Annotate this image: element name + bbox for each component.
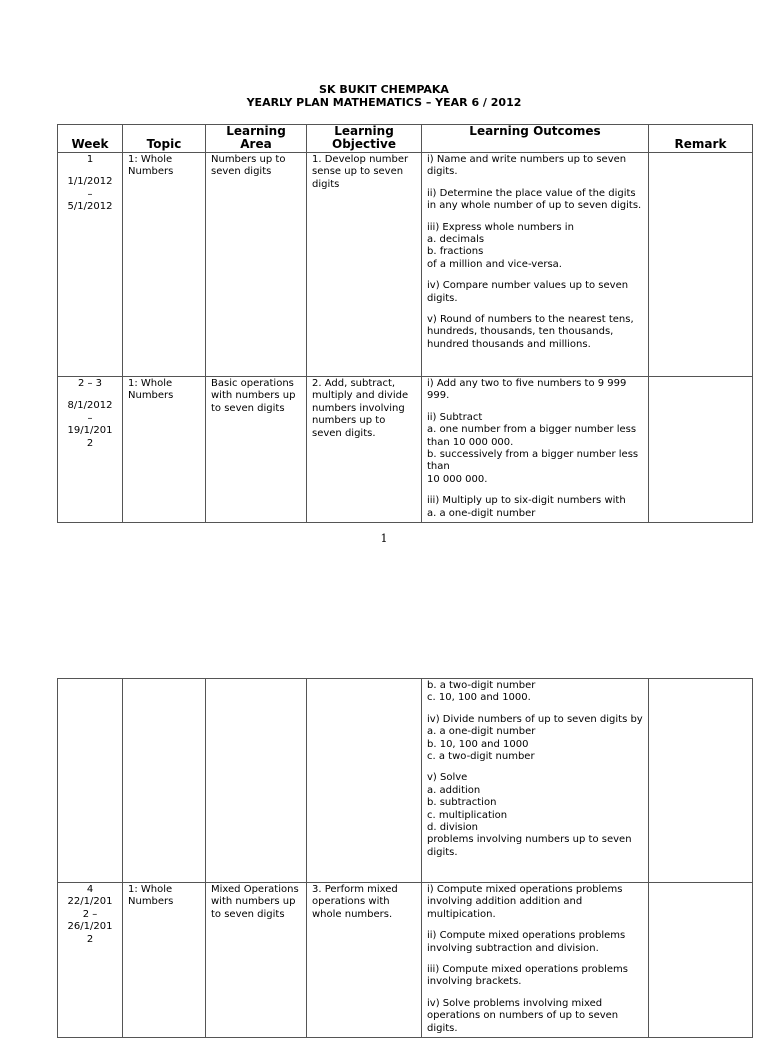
table-row <box>58 153 753 377</box>
learning-area-cell <box>206 679 307 883</box>
yearly-plan-table-page-1 <box>57 124 753 523</box>
col-learning-outcomes: Learning Outcomes <box>422 125 649 153</box>
remark-cell <box>649 883 753 1038</box>
learning-outcomes-cell: i) Add any two to five numbers to 9 999 999. ii) Subtract a. one number from a bigger number less than 10 000 000. b. successively from a bigger number less than 10 000 000. iii) Multiply up to six-digit numbers with a. a one-digit number <box>422 377 649 523</box>
yearly-plan-table-page-2 <box>57 678 753 1038</box>
topic-cell: 1: Whole Numbers <box>123 377 206 523</box>
topic-cell: 1: Whole Numbers <box>123 153 206 377</box>
table-row <box>58 377 753 523</box>
learning-objective-cell: 3. Perform mixed operations with whole numbers. <box>307 883 422 1038</box>
remark-cell <box>649 153 753 377</box>
table-row <box>58 883 753 1038</box>
topic-cell: 1: Whole Numbers <box>123 883 206 1038</box>
col-learning-objective: Learning Objective <box>307 125 422 153</box>
col-week: Week <box>58 125 123 153</box>
week-cell: 4 22/1/201 2 – 26/1/201 2 <box>58 883 123 1038</box>
remark-cell <box>649 377 753 523</box>
page-number: 1 <box>380 532 388 545</box>
learning-objective-cell: 1. Develop number sense up to seven digits <box>307 153 422 377</box>
learning-outcomes-cell: i) Compute mixed operations problems involving addition addition and multipication. ii) Compute mixed operations problems involving subtraction and division. iii) Compute mixed operations problems involving brackets. iv) Solve problems involving mixed operations on numbers of up to seven digits. <box>422 883 649 1038</box>
topic-cell <box>123 679 206 883</box>
header-row <box>58 125 753 153</box>
learning-area-cell: Mixed Operations with numbers up to seven digits <box>206 883 307 1038</box>
week-cell <box>58 679 123 883</box>
week-cell: 1 1/1/2012 – 5/1/2012 <box>58 153 123 377</box>
remark-cell <box>649 679 753 883</box>
table-row <box>58 679 753 883</box>
learning-objective-cell <box>307 679 422 883</box>
school-name: SK BUKIT CHEMPAKA <box>319 83 449 96</box>
learning-area-cell: Basic operations with numbers up to seven digits <box>206 377 307 523</box>
learning-objective-cell: 2. Add, subtract, multiply and divide numbers involving numbers up to seven digits. <box>307 377 422 523</box>
learning-outcomes-cell: i) Name and write numbers up to seven digits. ii) Determine the place value of the digits in any whole number of up to seven digits. iii) Express whole numbers in a. decimals b. fractions of a million and vice-versa. iv) Compare number values up to seven digits. v) Round of numbers to the nearest tens, hundreds, thousands, ten thousands, hundred thousands and millions. <box>422 153 649 377</box>
col-learning-area: Learning Area <box>206 125 307 153</box>
week-cell: 2 – 3 8/1/2012 – 19/1/201 2 <box>58 377 123 523</box>
plan-title: YEARLY PLAN MATHEMATICS – YEAR 6 / 2012 <box>246 96 522 109</box>
col-topic: Topic <box>123 125 206 153</box>
learning-outcomes-cell: b. a two-digit number c. 10, 100 and 1000. iv) Divide numbers of up to seven digits by a. a one-digit number b. 10, 100 and 1000 c. a two-digit number v) Solve a. addition b. subtraction c. multiplication d. division problems involving numbers up to seven digits. <box>422 679 649 883</box>
col-remark: Remark <box>649 125 753 153</box>
learning-area-cell: Numbers up to seven digits <box>206 153 307 377</box>
